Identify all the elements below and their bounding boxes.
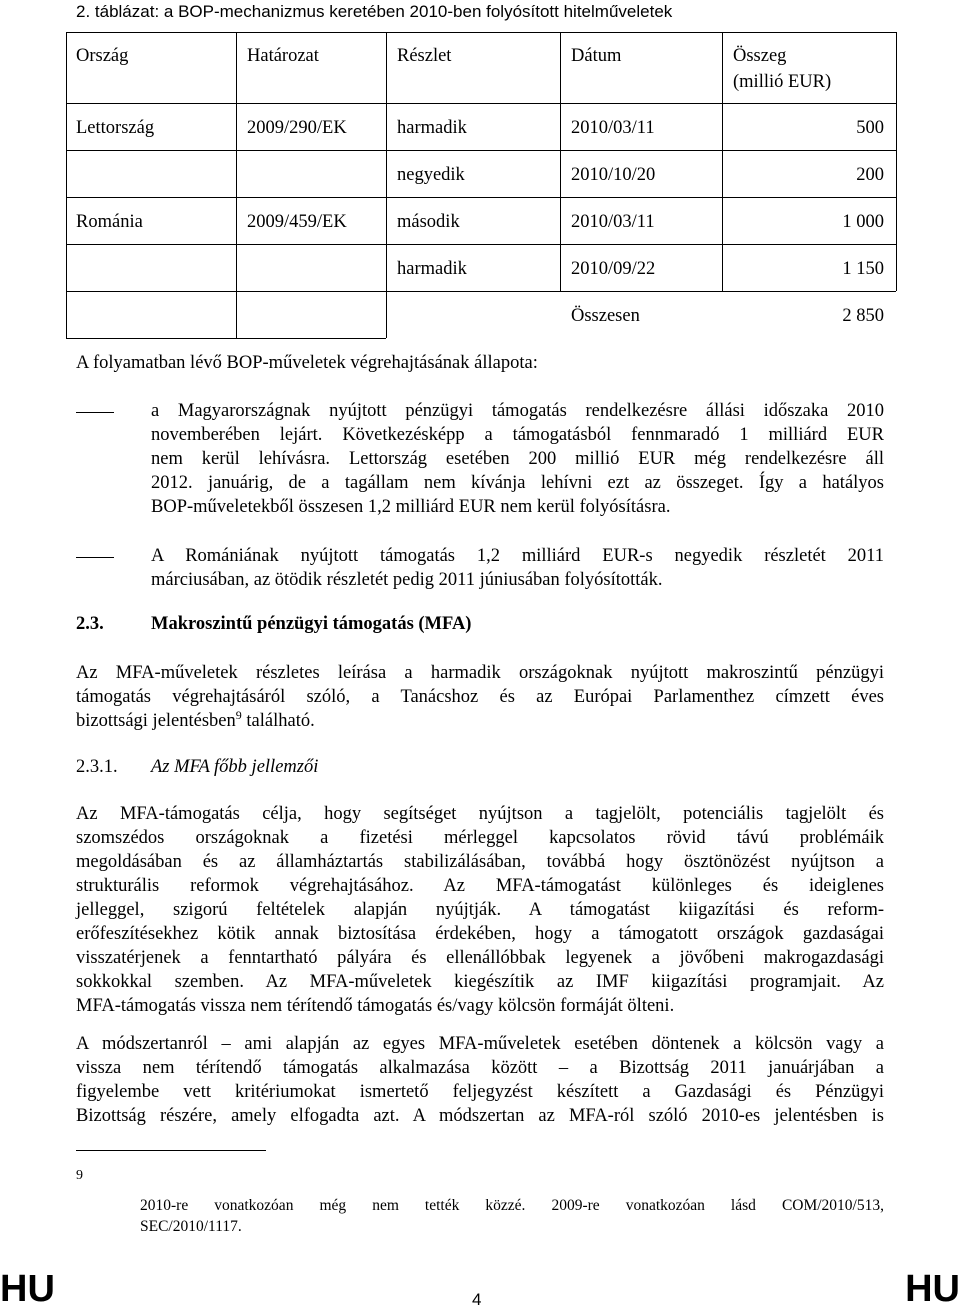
footnote-text bbox=[140, 1195, 884, 1237]
header-amount-unit: (millió EUR) bbox=[733, 72, 832, 92]
table-cell: 2009/459/EK bbox=[247, 212, 347, 232]
footnote-mark: 9 bbox=[76, 1168, 83, 1183]
header-amount: Összeg bbox=[733, 46, 787, 66]
paragraph-line: Az MFA-műveletek részletes leírása a harmadik országoknak nyújtott makroszintű pénzügyi bbox=[76, 663, 884, 683]
paragraph-1 bbox=[76, 802, 884, 1018]
bullet-1 bbox=[151, 399, 884, 519]
paragraph-line: MFA-támogatás vissza nem térítendő támogatás és/vagy kölcsön formáját ölteni. bbox=[76, 996, 675, 1016]
table-caption: 2. táblázat: a BOP-mechanizmus keretében 2010-ben folyósított hitelműveletek bbox=[76, 2, 673, 21]
table-border bbox=[66, 32, 896, 33]
page-number: 4 bbox=[472, 1290, 482, 1309]
footnote-line: SEC/2010/1117. bbox=[140, 1218, 242, 1235]
table-border bbox=[386, 32, 387, 338]
paragraph-2 bbox=[76, 1032, 884, 1128]
table-border bbox=[66, 197, 896, 198]
paragraph-line: A módszertanról – ami alapján az egyes MFA-műveletek esetében döntenek a kölcsön vagy a bbox=[76, 1034, 884, 1054]
table-border bbox=[66, 291, 896, 292]
paragraph-line: vissza nem térítendő támogatás alkalmazása között – a Bizottság 2011 januárjában a bbox=[76, 1058, 884, 1078]
subsection-number: 2.3.1. bbox=[76, 757, 118, 777]
table-cell: 2009/290/EK bbox=[247, 118, 347, 138]
table-border bbox=[560, 32, 561, 291]
total-amount: 2 850 bbox=[842, 306, 884, 326]
table-cell: 1 000 bbox=[842, 212, 884, 232]
table-cell: 2010/10/20 bbox=[571, 165, 656, 185]
header-country: Ország bbox=[76, 46, 129, 66]
paragraph-line: Bizottság részére, amely elfogadta azt. A módszertan az MFA-ról szóló 2010-es jelentésben is bbox=[76, 1106, 884, 1126]
bullet-line: nem kerül lehívásra. Lettország esetében 200 millió EUR még rendelkezésre áll bbox=[151, 449, 884, 469]
table-cell: Románia bbox=[76, 212, 143, 232]
bullet-line: márciusában, az ötödik részletét pedig 2011 júniusában folyósították. bbox=[151, 570, 663, 590]
table-cell: 1 150 bbox=[842, 259, 884, 279]
table-cell: 2010/03/11 bbox=[571, 212, 655, 232]
paragraph-line: megoldásában és az államháztartás stabilizálásában, továbbá hogy ösztönözést nyújtson a bbox=[76, 852, 884, 872]
language-code-right: HU bbox=[905, 1268, 960, 1310]
language-code-left: HU bbox=[0, 1268, 55, 1310]
bullet-line: a Magyarországnak nyújtott pénzügyi támogatás rendelkezésre állási időszaka 2010 bbox=[151, 401, 884, 421]
bullet-line: 2012. januárig, de a tagállam nem kívánja lehívni ezt az összeget. Így a hatályos bbox=[151, 473, 884, 493]
table-cell: 2010/09/22 bbox=[571, 259, 656, 279]
table-border bbox=[722, 32, 723, 291]
header-tranche: Részlet bbox=[397, 46, 452, 66]
intro-text: található. bbox=[241, 711, 315, 731]
table-border bbox=[66, 150, 896, 151]
table-cell: 500 bbox=[856, 118, 884, 138]
status-title: A folyamatban lévő BOP-műveletek végrehajtásának állapota: bbox=[76, 353, 538, 373]
paragraph-line: erőfeszítésekhez kötik annak biztosítása érdekében, hogy a támogatott országok gazdaságai bbox=[76, 924, 884, 944]
paragraph-line: jelleggel, szigorú feltételek alapján nyújtják. A támogatást kiigazítási és reform- bbox=[76, 900, 884, 920]
footnote-line: 2010-re vonatkozóan még nem tették közzé. 2009-re vonatkozóan lásd COM/2010/513, bbox=[140, 1197, 884, 1214]
bop-table bbox=[66, 32, 896, 342]
bullet-line: BOP-műveletekből összesen 1,2 milliárd EUR nem kerül folyósításra. bbox=[151, 497, 671, 517]
table-cell: harmadik bbox=[397, 259, 467, 279]
footnote-separator bbox=[76, 1150, 266, 1151]
table-border bbox=[896, 32, 897, 291]
table-border bbox=[66, 103, 896, 104]
paragraph-line: támogatás végrehajtásáról szóló, a Tanácshoz és az Európai Parlamenthez címzett éves bbox=[76, 687, 884, 707]
bullet-line: novemberében lejárt. Következésképp a támogatásból fennmaradó 1 milliárd EUR bbox=[151, 425, 884, 445]
paragraph-line bbox=[76, 709, 884, 733]
paragraph-line: visszatérjenek a fenntartható pályára és ellenállóbbak legyenek a jövőbeni makrogazdasági bbox=[76, 948, 884, 968]
footnote-ref[interactable]: 9 bbox=[235, 707, 242, 722]
bullet-2 bbox=[151, 544, 884, 592]
table-cell: harmadik bbox=[397, 118, 467, 138]
paragraph-line: figyelembe vett kritériumokat ismertető feljegyzést készített a Gazdasági és Pénzügyi bbox=[76, 1082, 884, 1102]
paragraph-line: strukturális reformok végrehajtásához. Az MFA-támogatást különleges és ideiglenes bbox=[76, 876, 884, 896]
table-cell: Lettország bbox=[76, 118, 155, 138]
section-title: Makroszintű pénzügyi támogatás (MFA) bbox=[151, 614, 472, 634]
table-cell: második bbox=[397, 212, 460, 232]
table-border bbox=[66, 244, 896, 245]
header-decision: Határozat bbox=[247, 46, 319, 66]
bullet-line: A Romániának nyújtott támogatás 1,2 milliárd EUR-s negyedik részletét 2011 bbox=[151, 546, 884, 566]
section-number: 2.3. bbox=[76, 614, 104, 634]
table-cell: 200 bbox=[856, 165, 884, 185]
subsection-title: Az MFA főbb jellemzői bbox=[151, 757, 319, 777]
header-date: Dátum bbox=[571, 46, 622, 66]
table-border bbox=[66, 32, 67, 338]
bullet-dash bbox=[76, 412, 114, 413]
table-border bbox=[236, 32, 237, 338]
paragraph-line: sokkokkal szemben. Az MFA-műveletek kiegészítik az IMF kiigazítási programjait. Az bbox=[76, 972, 884, 992]
bullet-dash bbox=[76, 557, 114, 558]
intro-text: bizottsági jelentésben bbox=[76, 711, 236, 731]
table-cell: negyedik bbox=[397, 165, 465, 185]
paragraph-line: szomszédos országoknak a fizetési mérleggel kapcsolatos rövid távú problémáik bbox=[76, 828, 884, 848]
intro-paragraph bbox=[76, 661, 884, 733]
total-label: Összesen bbox=[571, 306, 640, 326]
table-border bbox=[66, 338, 386, 339]
table-cell: 2010/03/11 bbox=[571, 118, 655, 138]
paragraph-line: Az MFA-támogatás célja, hogy segítséget nyújtson a tagjelölt, potenciális tagjelölt és bbox=[76, 804, 884, 824]
